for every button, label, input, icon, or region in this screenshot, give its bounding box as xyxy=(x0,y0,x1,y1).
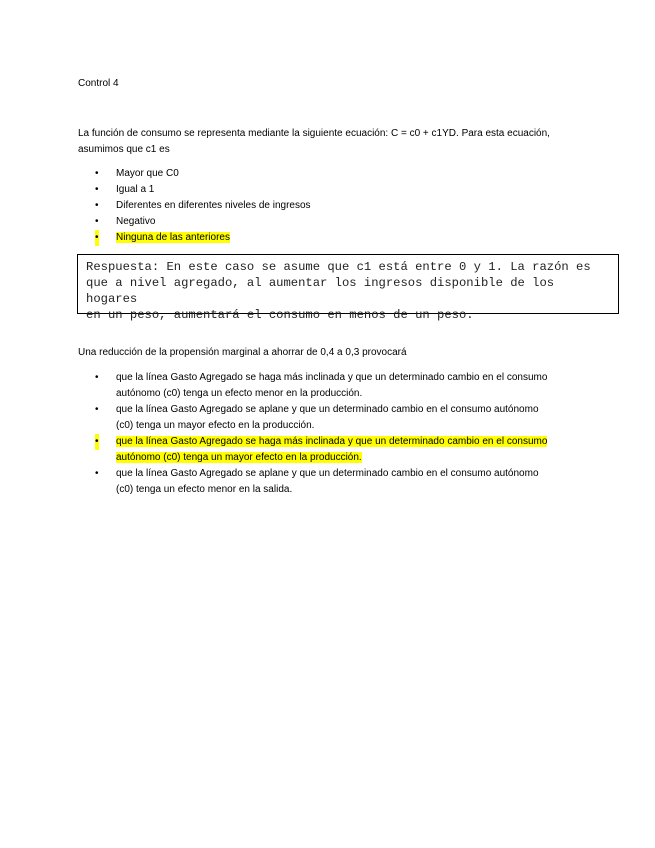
option-text-line-highlighted: autónomo (c0) tenga un mayor efecto en la producción. xyxy=(116,452,362,463)
option-text-line: que la línea Gasto Agregado se aplane y que un determinado cambio en el consumo autónomo xyxy=(116,404,539,415)
bullet-icon: • xyxy=(95,200,99,211)
bullet-icon: • xyxy=(95,372,99,383)
option-text: Mayor que C0 xyxy=(116,168,179,179)
bullet-icon: • xyxy=(95,184,99,195)
option-text: Igual a 1 xyxy=(116,184,155,195)
bullet-icon: • xyxy=(95,434,99,450)
option-item xyxy=(95,214,575,230)
option-text: Diferentes en diferentes niveles de ingresos xyxy=(116,200,311,211)
option-text-line: autónomo (c0) tenga un efecto menor en la producción. xyxy=(116,388,363,399)
option-item xyxy=(95,166,575,182)
option-text-highlighted: Ninguna de las anteriores xyxy=(116,232,230,243)
option-item xyxy=(95,466,595,498)
option-text-line: (c0) tenga un mayor efecto en la producción. xyxy=(116,420,315,431)
bullet-icon: • xyxy=(95,230,99,246)
option-text-line-highlighted: que la línea Gasto Agregado se haga más inclinada y que un determinado cambio en el consumo xyxy=(116,436,548,447)
document-title: Control 4 xyxy=(78,78,119,89)
option-item xyxy=(95,198,575,214)
question-1-text: La función de consumo se representa mediante la siguiente ecuación: C = c0 + c1YD. Para esta ecuación, asumimos que c1 es xyxy=(78,128,550,155)
bullet-icon: • xyxy=(95,216,99,227)
option-item-selected xyxy=(95,230,575,246)
option-text-line: (c0) tenga un efecto menor en la salida. xyxy=(116,484,293,495)
bullet-icon: • xyxy=(95,468,99,479)
option-text-line: que la línea Gasto Agregado se haga más inclinada y que un determinado cambio en el consumo xyxy=(116,372,548,383)
option-item xyxy=(95,402,595,434)
question-2-options xyxy=(95,370,595,498)
answer-box xyxy=(77,254,619,322)
question-2-text: Una reducción de la propensión marginal a ahorrar de 0,4 a 0,3 provocará xyxy=(78,347,407,358)
option-item-selected xyxy=(95,434,595,466)
answer-text: Respuesta: En este caso se asume que c1 está entre 0 y 1. La razón es que a nivel agregado, al aumentar los ingresos disponible de los hogares en un peso, aumentará el consumo en menos de un peso. xyxy=(86,260,591,322)
question-1-options xyxy=(95,166,575,246)
option-item xyxy=(95,182,575,198)
option-item xyxy=(95,370,595,402)
bullet-icon: • xyxy=(95,404,99,415)
bullet-icon: • xyxy=(95,168,99,179)
option-text: Negativo xyxy=(116,216,156,227)
option-text-line: que la línea Gasto Agregado se aplane y que un determinado cambio en el consumo autónomo xyxy=(116,468,539,479)
